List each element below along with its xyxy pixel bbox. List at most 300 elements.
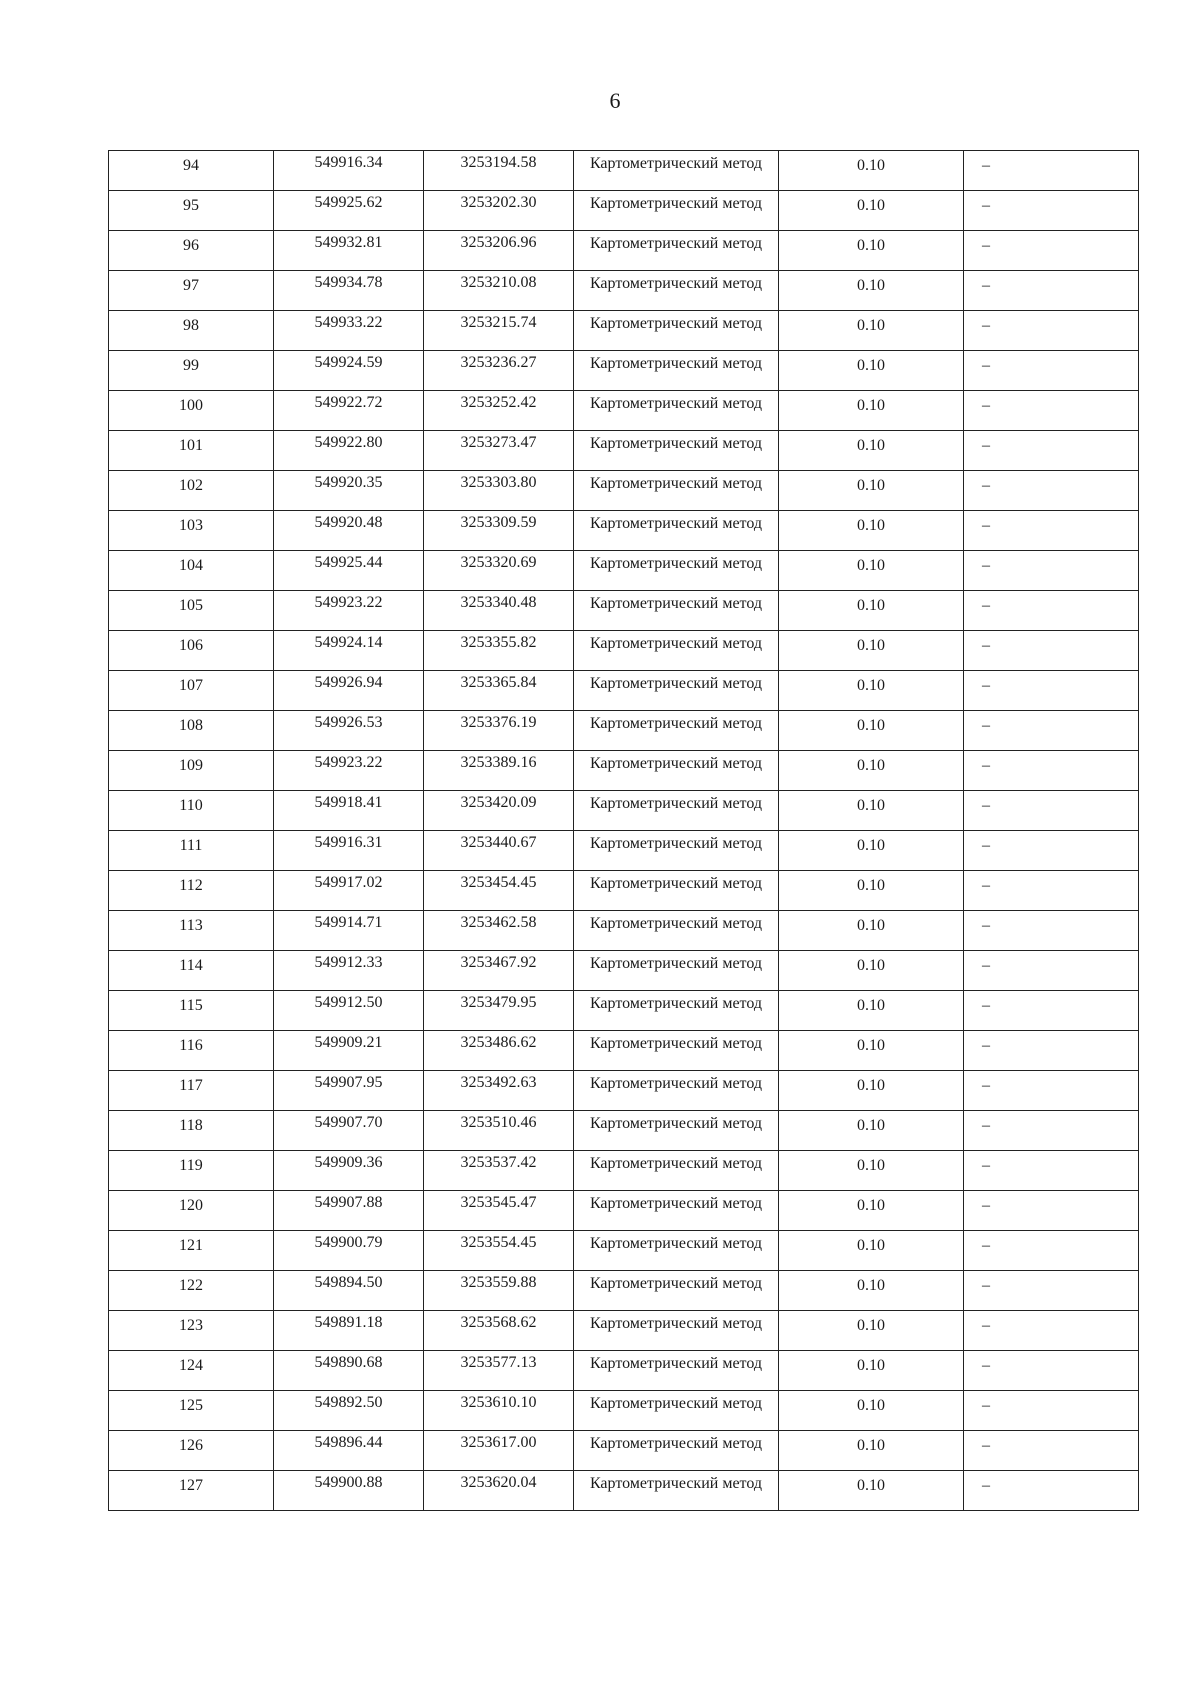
method-cell [574,271,779,311]
method-cell [574,1231,779,1271]
y-coordinate-cell [424,1471,574,1511]
accuracy-cell-text: 0.10 [857,1117,885,1134]
note-cell [964,871,1139,911]
x-coordinate-cell [274,1031,424,1071]
accuracy-cell-text: 0.10 [857,1477,885,1494]
note-cell-text: – [982,637,990,654]
table-row [109,671,1139,711]
x-coordinate-cell [274,791,424,831]
x-coordinate-cell [274,431,424,471]
method-cell [574,551,779,591]
note-cell [964,951,1139,991]
x-coordinate-cell-text: 549912.33 [314,954,383,971]
method-cell [574,711,779,751]
y-coordinate-cell-text: 3253320.69 [460,554,537,571]
accuracy-cell-text: 0.10 [857,717,885,734]
method-cell [574,351,779,391]
y-coordinate-cell [424,1111,574,1151]
point-number-cell [109,511,274,551]
note-cell [964,1231,1139,1271]
point-number-cell [109,631,274,671]
table-row [109,351,1139,391]
table-row [109,831,1139,871]
y-coordinate-cell-text: 3253559.88 [460,1274,537,1291]
y-coordinate-cell [424,511,574,551]
point-number-cell [109,751,274,791]
point-number-cell [109,671,274,711]
note-cell [964,671,1139,711]
accuracy-cell [779,591,964,631]
accuracy-cell-text: 0.10 [857,757,885,774]
table-row [109,1231,1139,1271]
note-cell [964,711,1139,751]
point-number-cell [109,791,274,831]
note-cell-text: – [982,757,990,774]
point-number-cell [109,711,274,751]
note-cell-text: – [982,437,990,454]
method-cell [574,1071,779,1111]
method-cell-text: Картометрический метод [589,555,763,572]
table-row [109,1391,1139,1431]
point-number-cell-text: 101 [179,437,203,454]
accuracy-cell-text: 0.10 [857,877,885,894]
note-cell [964,1271,1139,1311]
note-cell-text: – [982,957,990,974]
note-cell-text: – [982,157,990,174]
accuracy-cell-text: 0.10 [857,597,885,614]
y-coordinate-cell-text: 3253303.80 [460,474,537,491]
method-cell [574,1031,779,1071]
note-cell-text: – [982,477,990,494]
y-coordinate-cell [424,831,574,871]
point-number-cell [109,951,274,991]
table-row [109,791,1139,831]
accuracy-cell [779,1111,964,1151]
table-row [109,431,1139,471]
table-row [109,1031,1139,1071]
point-number-cell [109,1271,274,1311]
table-row [109,151,1139,191]
table-row [109,231,1139,271]
method-cell-text: Картометрический метод [589,1315,763,1332]
y-coordinate-cell-text: 3253194.58 [460,154,537,171]
table-row [109,991,1139,1031]
y-coordinate-cell-text: 3253486.62 [460,1034,537,1051]
x-coordinate-cell [274,471,424,511]
method-cell [574,791,779,831]
table-row [109,1351,1139,1391]
note-cell [964,911,1139,951]
point-number-cell [109,391,274,431]
accuracy-cell [779,1151,964,1191]
accuracy-cell [779,911,964,951]
x-coordinate-cell [274,151,424,191]
point-number-cell [109,591,274,631]
note-cell [964,1031,1139,1071]
x-coordinate-cell [274,1391,424,1431]
accuracy-cell-text: 0.10 [857,797,885,814]
table-row [109,1191,1139,1231]
y-coordinate-cell-text: 3253577.13 [460,1354,537,1371]
method-cell [574,1271,779,1311]
accuracy-cell [779,231,964,271]
point-number-cell [109,871,274,911]
y-coordinate-cell-text: 3253479.95 [460,994,537,1011]
x-coordinate-cell-text: 549923.22 [314,594,383,611]
table-row [109,591,1139,631]
y-coordinate-cell [424,311,574,351]
accuracy-cell-text: 0.10 [857,477,885,494]
x-coordinate-cell-text: 549923.22 [314,754,383,771]
point-number-cell [109,1311,274,1351]
x-coordinate-cell-text: 549912.50 [314,994,383,1011]
method-cell-text: Картометрический метод [589,1475,763,1492]
method-cell-text: Картометрический метод [589,1115,763,1132]
method-cell-text: Картометрический метод [589,195,763,212]
accuracy-cell [779,431,964,471]
y-coordinate-cell-text: 3253273.47 [460,434,537,451]
point-number-cell-text: 126 [179,1437,203,1454]
x-coordinate-cell-text: 549925.62 [314,194,383,211]
x-coordinate-cell [274,991,424,1031]
y-coordinate-cell-text: 3253568.62 [460,1314,537,1331]
method-cell [574,1471,779,1511]
table-row [109,1151,1139,1191]
note-cell-text: – [982,677,990,694]
method-cell [574,631,779,671]
point-number-cell-text: 108 [179,717,203,734]
point-number-cell-text: 120 [179,1197,203,1214]
note-cell-text: – [982,317,990,334]
method-cell-text: Картометрический метод [589,795,763,812]
x-coordinate-cell [274,1311,424,1351]
x-coordinate-cell-text: 549917.02 [314,874,383,891]
accuracy-cell [779,1231,964,1271]
accuracy-cell [779,1271,964,1311]
method-cell [574,991,779,1031]
y-coordinate-cell-text: 3253340.48 [460,594,537,611]
accuracy-cell [779,1031,964,1071]
method-cell-text: Картометрический метод [589,955,763,972]
method-cell-text: Картометрический метод [589,1235,763,1252]
y-coordinate-cell [424,751,574,791]
x-coordinate-cell [274,1231,424,1271]
note-cell-text: – [982,597,990,614]
accuracy-cell [779,391,964,431]
point-number-cell-text: 118 [179,1117,203,1134]
point-number-cell-text: 104 [179,557,203,574]
accuracy-cell-text: 0.10 [857,1077,885,1094]
note-cell [964,511,1139,551]
y-coordinate-cell-text: 3253537.42 [460,1154,537,1171]
point-number-cell [109,1391,274,1431]
y-coordinate-cell-text: 3253454.45 [460,874,537,891]
accuracy-cell [779,551,964,591]
note-cell-text: – [982,1397,990,1414]
accuracy-cell-text: 0.10 [857,277,885,294]
method-cell-text: Картометрический метод [589,355,763,372]
y-coordinate-cell [424,1271,574,1311]
table-row [109,1431,1139,1471]
accuracy-cell-text: 0.10 [857,197,885,214]
note-cell-text: – [982,717,990,734]
accuracy-cell [779,1391,964,1431]
x-coordinate-cell [274,751,424,791]
y-coordinate-cell-text: 3253202.30 [460,194,537,211]
note-cell [964,1111,1139,1151]
x-coordinate-cell [274,1271,424,1311]
accuracy-cell [779,511,964,551]
table-row [109,871,1139,911]
method-cell-text: Картометрический метод [589,235,763,252]
method-cell-text: Картометрический метод [589,875,763,892]
y-coordinate-cell [424,151,574,191]
note-cell [964,1471,1139,1511]
page-number: 6 [609,88,621,113]
method-cell [574,751,779,791]
y-coordinate-cell [424,471,574,511]
x-coordinate-cell [274,1111,424,1151]
x-coordinate-cell [274,311,424,351]
note-cell-text: – [982,1237,990,1254]
x-coordinate-cell-text: 549922.72 [314,394,383,411]
note-cell-text: – [982,357,990,374]
point-number-cell-text: 102 [179,477,203,494]
x-coordinate-cell-text: 549924.59 [314,354,383,371]
method-cell [574,511,779,551]
note-cell [964,431,1139,471]
point-number-cell [109,1431,274,1471]
accuracy-cell [779,1471,964,1511]
accuracy-cell [779,1191,964,1231]
point-number-cell-text: 124 [179,1357,203,1374]
point-number-cell [109,151,274,191]
y-coordinate-cell [424,231,574,271]
x-coordinate-cell-text: 549891.18 [314,1314,383,1331]
accuracy-cell [779,991,964,1031]
y-coordinate-cell-text: 3253610.10 [460,1394,537,1411]
y-coordinate-cell-text: 3253420.09 [460,794,537,811]
point-number-cell-text: 112 [179,877,203,894]
accuracy-cell-text: 0.10 [857,357,885,374]
accuracy-cell [779,191,964,231]
point-number-cell [109,1111,274,1151]
accuracy-cell [779,271,964,311]
table-row [109,551,1139,591]
note-cell [964,151,1139,191]
accuracy-cell-text: 0.10 [857,157,885,174]
y-coordinate-cell [424,791,574,831]
x-coordinate-cell [274,631,424,671]
x-coordinate-cell [274,1071,424,1111]
x-coordinate-cell-text: 549909.36 [314,1154,383,1171]
x-coordinate-cell [274,351,424,391]
point-number-cell-text: 98 [183,317,199,334]
accuracy-cell [779,831,964,871]
accuracy-cell-text: 0.10 [857,317,885,334]
point-number-cell-text: 122 [179,1277,203,1294]
x-coordinate-cell-text: 549918.41 [314,794,383,811]
accuracy-cell [779,791,964,831]
y-coordinate-cell [424,911,574,951]
y-coordinate-cell [424,1151,574,1191]
point-number-cell-text: 119 [179,1157,203,1174]
method-cell [574,871,779,911]
note-cell-text: – [982,1037,990,1054]
method-cell-text: Картометрический метод [589,1355,763,1372]
y-coordinate-cell-text: 3253355.82 [460,634,537,651]
x-coordinate-cell [274,711,424,751]
x-coordinate-cell-text: 549900.79 [314,1234,383,1251]
note-cell-text: – [982,1477,990,1494]
x-coordinate-cell [274,231,424,271]
point-number-cell [109,1471,274,1511]
method-cell [574,1431,779,1471]
point-number-cell [109,1191,274,1231]
y-coordinate-cell-text: 3253365.84 [460,674,537,691]
method-cell [574,311,779,351]
x-coordinate-cell-text: 549926.94 [314,674,383,691]
note-cell [964,1351,1139,1391]
accuracy-cell [779,631,964,671]
y-coordinate-cell [424,631,574,671]
method-cell-text: Картометрический метод [589,635,763,652]
method-cell [574,591,779,631]
accuracy-cell-text: 0.10 [857,1277,885,1294]
point-number-cell-text: 111 [179,837,203,854]
x-coordinate-cell-text: 549924.14 [314,634,383,651]
accuracy-cell-text: 0.10 [857,437,885,454]
y-coordinate-cell-text: 3253210.08 [460,274,537,291]
x-coordinate-cell-text: 549892.50 [314,1394,383,1411]
table-row [109,391,1139,431]
method-cell [574,1351,779,1391]
y-coordinate-cell-text: 3253376.19 [460,714,537,731]
x-coordinate-cell [274,391,424,431]
point-number-cell-text: 106 [179,637,203,654]
note-cell [964,751,1139,791]
y-coordinate-cell-text: 3253554.45 [460,1234,537,1251]
point-number-cell [109,1231,274,1271]
point-number-cell-text: 121 [179,1237,203,1254]
x-coordinate-cell-text: 549926.53 [314,714,383,731]
method-cell [574,231,779,271]
note-cell [964,831,1139,871]
x-coordinate-cell-text: 549890.68 [314,1354,383,1371]
method-cell-text: Картометрический метод [589,755,763,772]
method-cell-text: Картометрический метод [589,595,763,612]
point-number-cell [109,1071,274,1111]
method-cell [574,831,779,871]
y-coordinate-cell [424,1311,574,1351]
y-coordinate-cell [424,1031,574,1071]
table-row [109,951,1139,991]
method-cell-text: Картометрический метод [589,995,763,1012]
accuracy-cell-text: 0.10 [857,1397,885,1414]
point-number-cell-text: 107 [179,677,203,694]
method-cell-text: Картометрический метод [589,275,763,292]
x-coordinate-cell [274,951,424,991]
accuracy-cell [779,471,964,511]
accuracy-cell-text: 0.10 [857,237,885,254]
note-cell-text: – [982,277,990,294]
note-cell [964,311,1139,351]
method-cell-text: Картометрический метод [589,915,763,932]
y-coordinate-cell [424,351,574,391]
x-coordinate-cell [274,911,424,951]
x-coordinate-cell-text: 549916.34 [314,154,383,171]
y-coordinate-cell [424,1351,574,1391]
accuracy-cell-text: 0.10 [857,1197,885,1214]
point-number-cell [109,431,274,471]
x-coordinate-cell-text: 549934.78 [314,274,383,291]
x-coordinate-cell [274,1471,424,1511]
point-number-cell-text: 99 [183,357,199,374]
point-number-cell-text: 100 [179,397,203,414]
note-cell-text: – [982,917,990,934]
point-number-cell [109,831,274,871]
y-coordinate-cell [424,191,574,231]
x-coordinate-cell-text: 549933.22 [314,314,383,331]
table-row [109,311,1139,351]
point-number-cell [109,551,274,591]
note-cell-text: – [982,797,990,814]
accuracy-cell [779,871,964,911]
note-cell [964,191,1139,231]
accuracy-cell [779,351,964,391]
accuracy-cell [779,711,964,751]
accuracy-cell-text: 0.10 [857,1357,885,1374]
x-coordinate-cell-text: 549920.35 [314,474,383,491]
note-cell-text: – [982,1437,990,1454]
table-row [109,1071,1139,1111]
x-coordinate-cell [274,511,424,551]
note-cell-text: – [982,1357,990,1374]
note-cell [964,271,1139,311]
x-coordinate-cell-text: 549894.50 [314,1274,383,1291]
point-number-cell [109,471,274,511]
method-cell-text: Картометрический метод [589,155,763,172]
accuracy-cell [779,951,964,991]
y-coordinate-cell [424,271,574,311]
point-number-cell [109,231,274,271]
point-number-cell-text: 125 [179,1397,203,1414]
y-coordinate-cell [424,1231,574,1271]
method-cell [574,1111,779,1151]
method-cell [574,911,779,951]
y-coordinate-cell-text: 3253252.42 [460,394,537,411]
method-cell [574,151,779,191]
x-coordinate-cell-text: 549922.80 [314,434,383,451]
method-cell-text: Картометрический метод [589,1275,763,1292]
y-coordinate-cell-text: 3253309.59 [460,514,537,531]
note-cell-text: – [982,397,990,414]
y-coordinate-cell-text: 3253236.27 [460,354,537,371]
x-coordinate-cell [274,871,424,911]
accuracy-cell [779,1311,964,1351]
note-cell [964,1071,1139,1111]
method-cell-text: Картометрический метод [589,1435,763,1452]
method-cell-text: Картометрический метод [589,1155,763,1172]
accuracy-cell [779,311,964,351]
table-row [109,1471,1139,1511]
method-cell-text: Картометрический метод [589,1075,763,1092]
accuracy-cell-text: 0.10 [857,917,885,934]
x-coordinate-cell-text: 549907.70 [314,1114,383,1131]
method-cell [574,1391,779,1431]
method-cell [574,431,779,471]
method-cell [574,191,779,231]
